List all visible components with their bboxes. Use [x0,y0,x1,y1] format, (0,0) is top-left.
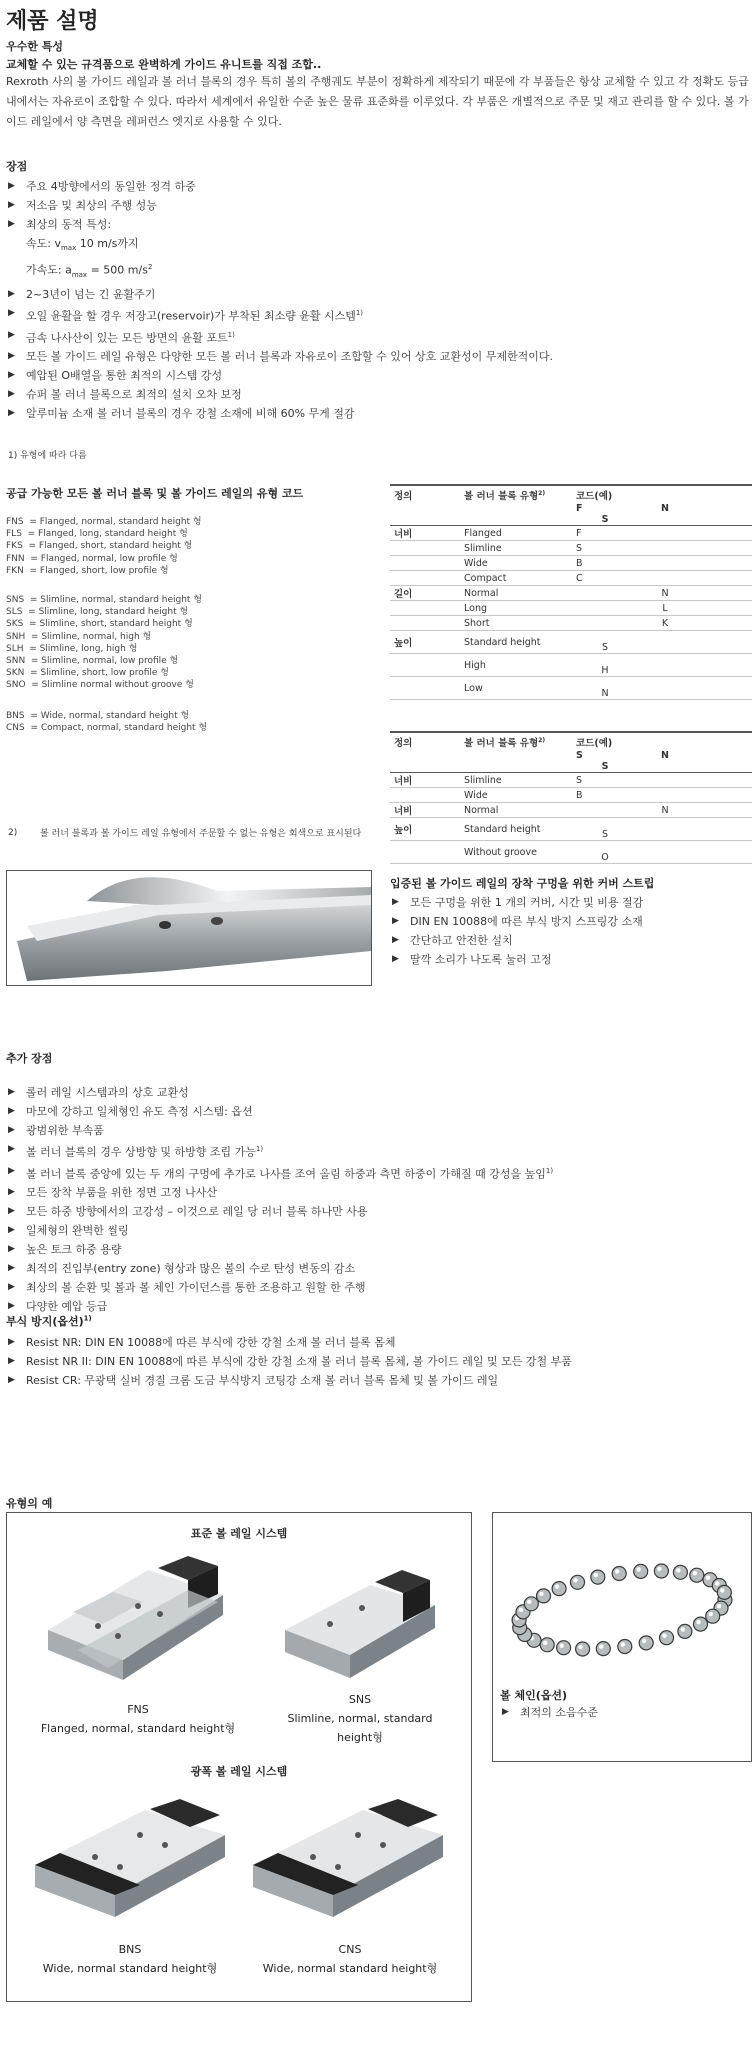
chain-ball [654,1564,668,1578]
footnote-1: 1) 유형에 따라 다름 [8,451,87,461]
bns-block-image [30,1795,230,1925]
list-item: ▶ 예압된 O배열을 통한 최적의 시스템 강성 [6,366,751,385]
list-item: ▶ 최상의 볼 순환 및 볼과 볼 체인 가이던스를 통한 조용하고 원할 한 주행 [6,1278,751,1297]
types-heading: 공급 가능한 모든 볼 러너 블록 및 볼 가이드 레일의 유형 코드 [6,487,304,500]
footnote-2: 볼 러너 블록과 볼 가이드 레일 유형에서 주문할 수 없는 유형은 회색으로 표시된다 [40,829,362,839]
chain-ball [690,1568,704,1582]
chain-ball [618,1640,632,1654]
table-row: 너비 Flanged F [390,526,752,541]
chain-ball-highlight [637,1567,641,1571]
chain-ball-highlight [662,1634,666,1638]
fns-caption: FNS Flanged, normal, standard height형 [40,1703,236,1735]
table-row: High H [390,654,752,677]
table-row: Short K [390,616,752,631]
chain-ball [557,1641,571,1655]
chain-ball [596,1642,610,1656]
list-item: ▶ Resist NR II: DIN EN 10088에 따른 부식에 강한 강철 소재 볼 러너 블록 몸체, 볼 가이드 레일 및 모든 강철 부품 [6,1352,751,1371]
chain-ball [673,1565,687,1579]
chain-ball-highlight [696,1620,700,1624]
chain-ball [571,1575,585,1589]
chain-ball-highlight [720,1588,724,1592]
features-paragraph: Rexroth 사의 볼 가이드 레일과 볼 러너 블록의 경우 특히 볼의 주행궤도 부분이 정확하게 제작되기 때문에 각 부품들은 항상 교체할 수 있고 각 정확도 등급 내에서는 자유로이 조합할 수 있다. 따라서 세계에서 유일한 수준 높은 물류 표준화를 이루었다. 각 부품은 개별적으로 주문 및 재고 관리를 할 수 있다. 볼 가이드 레일에서 양 측면을 레퍼런스 엣지로 사용할 수 있다. [6,75,749,128]
list-item: ▶ 마모에 강하고 일체형인 유도 측정 시스템: 옵션 [6,1102,751,1121]
table-row: Long L [390,601,752,616]
cns-caption: CNS Wide, normal standard height형 [262,1943,438,1975]
extra-list [6,1083,751,1316]
type-codes-slimline: SNS = Slimline, normal, standard height 형 SLS = Slimline, long, standard height 형 SKS = Slimline, short, standard height 형 SNH = Slimline, normal, high 형 SLH = Slimline, long, high 형 SNN = Slimline, normal, low profile 형 SKN = Slimline, short, low profile 형 SNO = Slimline normal without groove 형 [6,595,203,691]
list-item: ▶ 최적의 진입부(entry zone) 형상과 많은 볼의 수로 탄성 변동의 감소 [6,1259,751,1278]
list-item: ▶ 딸깍 소리가 나도록 눌러 고정 [390,950,752,969]
advantages-list [6,177,751,423]
list-item: ▶ 광범위한 부속품 [6,1121,751,1140]
features-subheading: 교체할 수 있는 규격품으로 완벽하게 가이드 유니트를 직접 조합.. [6,58,322,71]
list-item: ▶ 일체형의 완벽한 씰링 [6,1221,751,1240]
list-item: ▶ 높은 토크 하중 용량 [6,1240,751,1259]
list-item: ▶ 알루미늄 소재 볼 러너 블록의 경우 강철 소재에 비해 60% 무게 절감 [6,404,751,423]
table-header: 정의 볼 러너 블록 유형$^{2)}$ 코드(예) [390,732,752,750]
chain-ball-highlight [621,1642,625,1646]
list-item: ▶ 볼 러너 블록의 경우 상방향 및 하방향 조립 가능$^{1)}$ [6,1140,751,1162]
ball-chain-title: 볼 체인(옵션) [500,1689,568,1702]
corrosion-heading: 부식 방지(옵션)$^{1)}$ [6,1314,92,1328]
ball-chain-image [500,1545,744,1675]
chain-ball-highlight [676,1568,680,1572]
table-row: Wide B [390,788,752,803]
chain-ball-highlight [615,1569,619,1573]
chain-ball-highlight [681,1627,685,1631]
fns-block-image [38,1550,228,1690]
cns-block-image [248,1795,448,1925]
chain-ball-highlight [715,1581,719,1585]
chain-ball [694,1617,708,1631]
chain-ball [660,1631,674,1645]
chain-ball-highlight [555,1584,559,1588]
chain-ball [537,1589,551,1603]
chain-ball [591,1570,605,1584]
table-row: 길이 Normal N [390,586,752,601]
table-header-letters: F NS [390,503,752,526]
list-item: ▶ 오일 윤활을 할 경우 저장고(reservoir)가 부착된 최소량 윤활 시스템$^{1)}$ [6,304,751,326]
type-code-table-1 [390,484,752,700]
chain-ball-highlight [706,1576,710,1580]
list-item: ▶ 최상의 동적 특성: [6,215,751,234]
sns-block-image [280,1560,440,1690]
chain-ball-highlight [599,1644,603,1648]
table-header: 정의 볼 러너 블록 유형$^{2)}$ 코드(예) [390,485,752,503]
list-item: ▶ 2~3년이 넘는 긴 윤활주기 [6,285,751,304]
advantages-heading: 장점 [6,160,28,173]
chain-ball-highlight [594,1573,598,1577]
list-item: ▶ 슈퍼 볼 러너 블록으로 최적의 설치 오차 보정 [6,385,751,404]
list-item: ▶ 롤러 레일 시스템과의 상호 교환성 [6,1083,751,1102]
chain-ball [639,1636,653,1650]
table-row: Compact C [390,571,752,586]
chain-ball-highlight [573,1578,577,1582]
list-item: ▶ DIN EN 10088에 따른 부식 방지 스프링강 소재 [390,912,752,931]
list-item: ▶ 모든 하중 방향에서의 고강성 – 이것으로 레일 당 러너 블록 하나만 사용 [6,1202,751,1221]
chain-ball [634,1564,648,1578]
type-codes-flanged: FNS = Flanged, normal, standard height 형 FLS = Flanged, long, standard height 형 FKS = Flanged, short, standard height 형 FNN = Flanged, normal, low profile 형 FKN = Flanged, short, low profile 형 [6,517,202,576]
list-item: ▶ 저소음 및 최상의 주행 성능 [6,196,751,215]
extra-heading: 추가 장점 [6,1052,53,1065]
chain-ball-highlight [642,1639,646,1643]
chain-ball-highlight [559,1644,563,1648]
speed-line: 속도: $v_{max}$ 10 m/s까지 [26,237,139,253]
list-item: ▶ 주요 4방향에서의 동일한 정격 하중 [6,177,751,196]
list-item: ▶ Resist CR: 무광택 실버 경질 크롬 도금 부식방지 코팅강 소재 볼 러너 블록 몸체 및 볼 가이드 레일 [6,1371,751,1390]
chain-ball [678,1624,692,1638]
chain-ball-highlight [527,1600,531,1604]
table-row: Wide B [390,556,752,571]
chain-ball [552,1582,566,1596]
list-item: ▶ 모든 구멍을 위한 1 개의 커버, 시간 및 비용 절감 [390,893,752,912]
list-item: ▶ 모든 장착 부품을 위한 정면 고정 나사산 [6,1183,751,1202]
ball-chain-list [500,1703,740,1722]
table-header-letters: S NS [390,750,752,773]
table-row: 너비 Slimline S [390,773,752,788]
chain-ball [612,1567,626,1581]
table-row: 높이 Standard height S [390,631,752,654]
chain-ball-highlight [539,1592,543,1596]
list-item: ▶ Resist NR: DIN EN 10088에 따른 부식에 강한 강철 소재 볼 러너 블록 몸체 [6,1333,751,1352]
chain-ball [540,1638,554,1652]
list-item: ▶ 다양한 예압 등급 [6,1297,751,1316]
chain-ball [524,1597,538,1611]
chain-ball-highlight [578,1645,582,1649]
chain-ball-highlight [657,1567,661,1571]
list-item: ▶ 모든 볼 가이드 레일 유형은 다양한 모든 볼 러너 블록과 자유로이 조합할 수 있어 상호 교환성이 무제한적이다. [6,347,751,366]
chain-ball-highlight [709,1612,713,1616]
list-item: ▶ 금속 나사산이 있는 모든 방면의 윤활 포트$^{1)}$ [6,326,751,348]
wide-system-title: 광폭 볼 레일 시스템 [190,1765,288,1778]
footnote-2-number: 2) [8,828,18,838]
chain-ball [576,1642,590,1656]
chain-ball-highlight [519,1608,523,1612]
chain-ball-highlight [543,1641,547,1645]
table-row: 너비 Normal N [390,803,752,818]
chain-ball [706,1609,720,1623]
cover-list [390,893,752,969]
cover-strip-image [6,870,372,986]
list-item: ▶ 최적의 소음수준 [500,1703,740,1722]
corrosion-list [6,1333,751,1390]
standard-system-title: 표준 볼 레일 시스템 [190,1527,288,1540]
table-row: Slimline S [390,541,752,556]
list-item: ▶ 볼 러너 블록 중앙에 있는 두 개의 구멍에 추가로 나사를 조여 올림 하중과 측면 하중이 가해질 때 강성을 높임$^{1)}$ [6,1162,751,1184]
chain-ball-highlight [693,1571,697,1575]
chain-ball-highlight [717,1604,721,1608]
list-item: ▶ 간단하고 안전한 설치 [390,931,752,950]
examples-heading: 유형의 예 [6,1497,53,1510]
features-heading: 우수한 특성 [6,40,63,53]
chain-ball [717,1585,731,1599]
type-codes-wide: BNS = Wide, normal, standard height 형 CNS = Compact, normal, standard height 형 [6,711,208,734]
sns-caption: SNS Slimline, normal, standard height형 [287,1693,433,1744]
table-row: Without groove O [390,841,752,864]
table-row: Low N [390,677,752,700]
table-row: 높이 Standard height S [390,818,752,841]
type-code-table-2 [390,731,752,864]
bns-caption: BNS Wide, normal standard height형 [42,1943,218,1975]
cover-heading: 입증된 볼 가이드 레일의 장착 구멍을 위한 커버 스트립 [390,877,655,890]
page-title: 제품 설명 [6,9,99,34]
accel-line: 가속도: $a_{max} = 500$ $m/s^2$ [26,263,153,280]
